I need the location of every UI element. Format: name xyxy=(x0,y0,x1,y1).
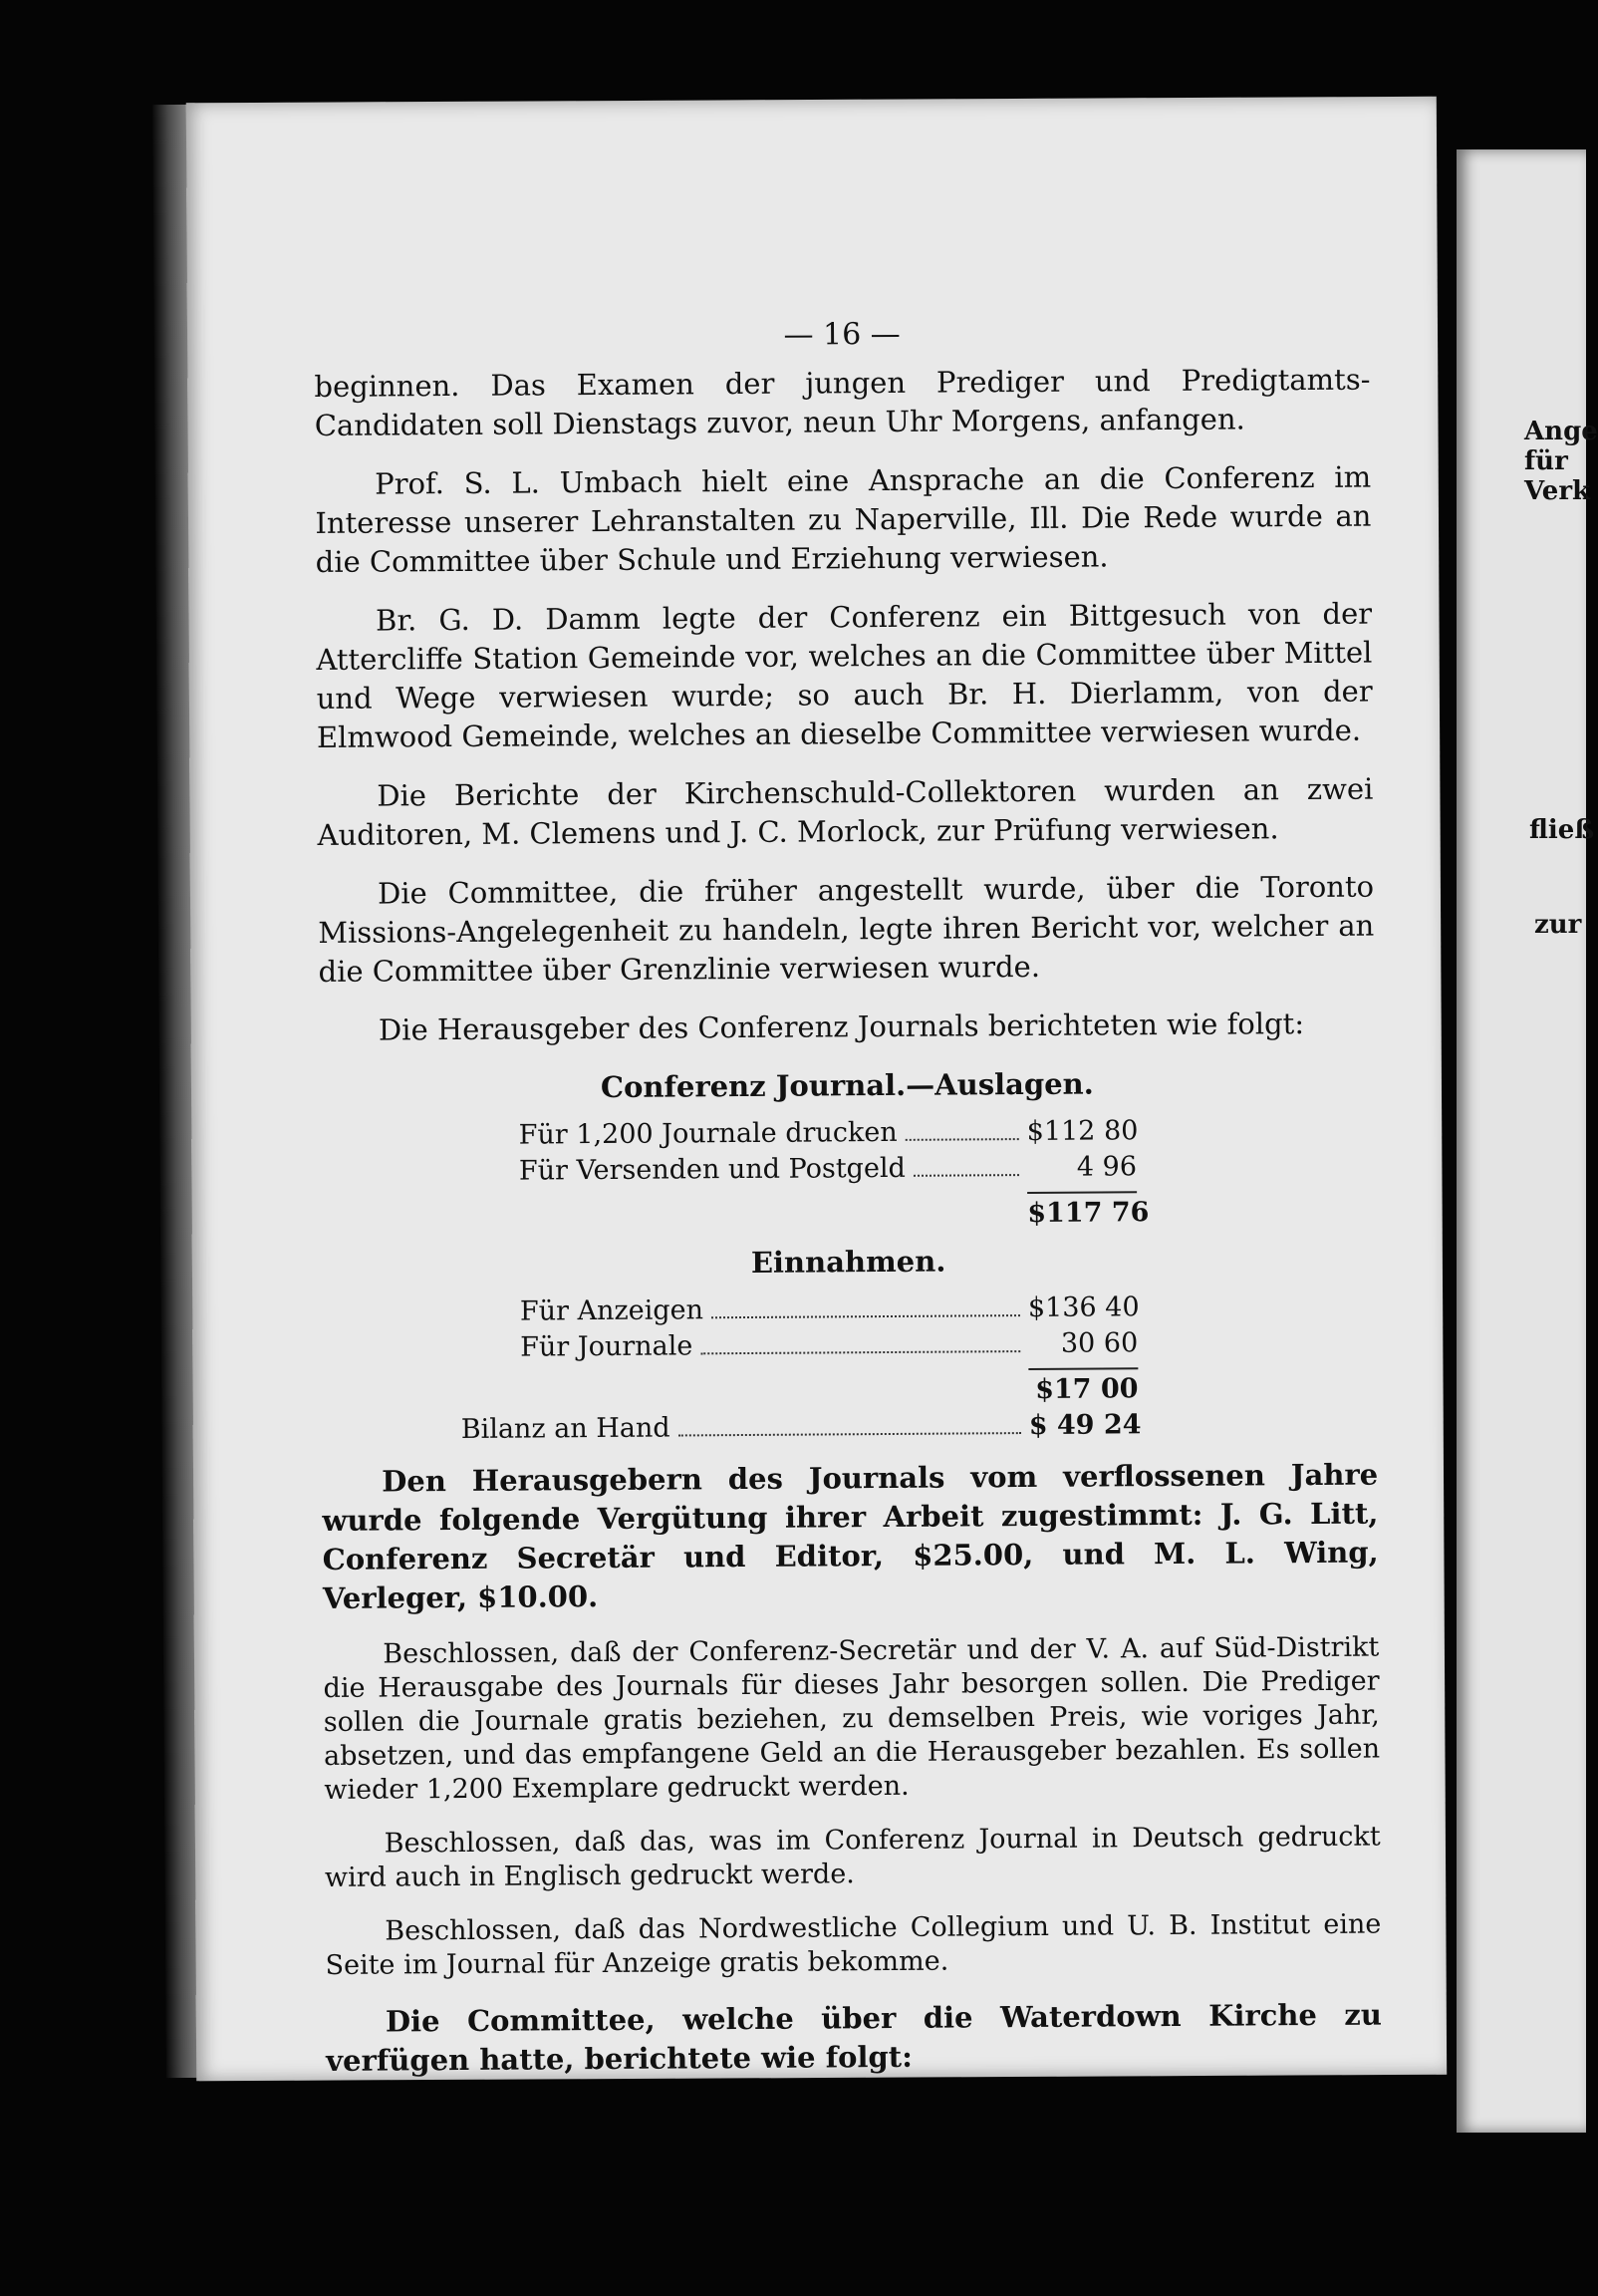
leader-dots xyxy=(678,1432,1021,1436)
ledger-label: Für Anzeigen xyxy=(519,1294,704,1327)
ledger-label: Für Versenden und Postgeld xyxy=(518,1152,906,1187)
page-number: — 16 — xyxy=(783,316,901,353)
paragraph: Prof. S. L. Umbach hielt eine Ansprache an die Conferenz im Interesse unserer Lehranstalten zu Naperville, Ill. Die Rede wurde an die Committee über Schule und Erziehung verwiesen. xyxy=(315,459,1372,579)
ledger-amount: 4 96 xyxy=(1076,1151,1138,1183)
expenses-heading: Conferenz Journal.—Auslagen. xyxy=(600,1066,1094,1105)
leader-dots xyxy=(711,1314,1020,1318)
paragraph: Beschlossen, daß das, was im Conferenz Journal in Deutsch gedruckt wird auch in Englisch gedruckt werde. xyxy=(324,1821,1381,1893)
sum-rule xyxy=(1028,1367,1138,1370)
ledger-label: Bilanz an Hand xyxy=(460,1412,670,1445)
sum-rule xyxy=(1027,1191,1137,1194)
ledger-total-row xyxy=(519,1195,1150,1235)
ledger-label: Für Journale xyxy=(520,1330,693,1363)
income-ledger xyxy=(460,1290,1142,1447)
ledger-label: Für 1,200 Journale drucken xyxy=(518,1116,898,1151)
next-page-fragment: fließ xyxy=(1529,815,1595,845)
ledger-row xyxy=(520,1325,1138,1365)
paragraph: Die Berichte der Kirchenschuld-Collektoren wurden an zwei Auditoren, M. Clemens und J. C. Morlock, zur Prüfung verwiesen. xyxy=(317,771,1374,852)
paragraph: Die Committee, die früher angestellt wurde, über die Toronto Missions-Angelegenheit zu handeln, legte ihren Bericht vor, welcher an die Committee über Grenzlinie verwiesen wurde. xyxy=(318,869,1375,989)
ledger-amount: $136 40 xyxy=(1027,1292,1140,1324)
paragraph: Den Herausgebern des Journals vom verflossenen Jahre wurde folgende Vergütung ihrer Arbeit zugestimmt: J. G. Litt, Conferenz Secretär und Editor, $25.00, und M. L. Wing, Verleger, $10.00. xyxy=(322,1457,1379,1615)
ledger-row xyxy=(519,1113,1137,1153)
next-page-fragment: zur xyxy=(1534,910,1582,940)
paragraph: Die Committee, welche über die Waterdown Kirche zu verfügen hatte, berichtete wie folgt: xyxy=(326,1997,1383,2078)
paragraph: Die Herausgeber des Conferenz Journals berichteten wie folgt: xyxy=(378,1006,1305,1047)
ledger-amount: $ 49 24 xyxy=(1028,1409,1142,1442)
expenses-ledger xyxy=(518,1113,1150,1235)
leader-dots xyxy=(906,1138,1019,1141)
paragraph: Beschlossen, daß der Conferenz-Secretär und der V. A. auf Süd-Distrikt die Herausgabe des Journals für dieses Jahr besorgen sollen. Die Prediger sollen die Journale gratis beziehen, zu demselben Preis, wie voriges Jahr, absetzen, und das empfangene Geld an die Herausgeber bezahlen. Es sollen wieder 1,200 Exemplare gedruckt werden. xyxy=(323,1631,1381,1806)
next-page-fragment: für xyxy=(1524,446,1568,476)
ledger-balance-row xyxy=(460,1407,1142,1448)
paragraph: Br. G. D. Damm legte der Conferenz ein Bittgesuch von der Attercliffe Station Gemeinde vor, welches an die Committee über Mittel und Wege verwiesen wurde; so auch Br. H. Dierlamm, von der Elmwood Gemeinde, welches an dieselbe Committee verwiesen wurde. xyxy=(316,596,1373,754)
ledger-total-row xyxy=(520,1371,1138,1411)
ledger-total: $17 00 xyxy=(1035,1373,1139,1405)
page-content xyxy=(314,312,1382,2101)
paragraph: Beschlossen, daß das Nordwestliche Collegium und U. B. Institut eine Seite im Journal für Anzeige gratis bekomme. xyxy=(325,1908,1382,1981)
ledger-row xyxy=(520,1290,1138,1329)
ledger-row xyxy=(519,1149,1137,1189)
ledger-total: $117 76 xyxy=(1027,1197,1150,1230)
next-page-fragment: Ange xyxy=(1524,417,1598,446)
ledger-amount: 30 60 xyxy=(1060,1327,1139,1359)
next-page-fragment: Verk xyxy=(1524,476,1591,506)
leader-dots xyxy=(700,1350,1020,1354)
ledger-amount: $112 80 xyxy=(1026,1115,1139,1148)
leader-dots xyxy=(914,1174,1019,1177)
paragraph: beginnen. Das Examen der jungen Prediger und Predigtamts-Candidaten soll Dienstags zuvor, neun Uhr Morgens, anfangen. xyxy=(314,362,1371,442)
income-heading: Einnahmen. xyxy=(750,1244,946,1280)
